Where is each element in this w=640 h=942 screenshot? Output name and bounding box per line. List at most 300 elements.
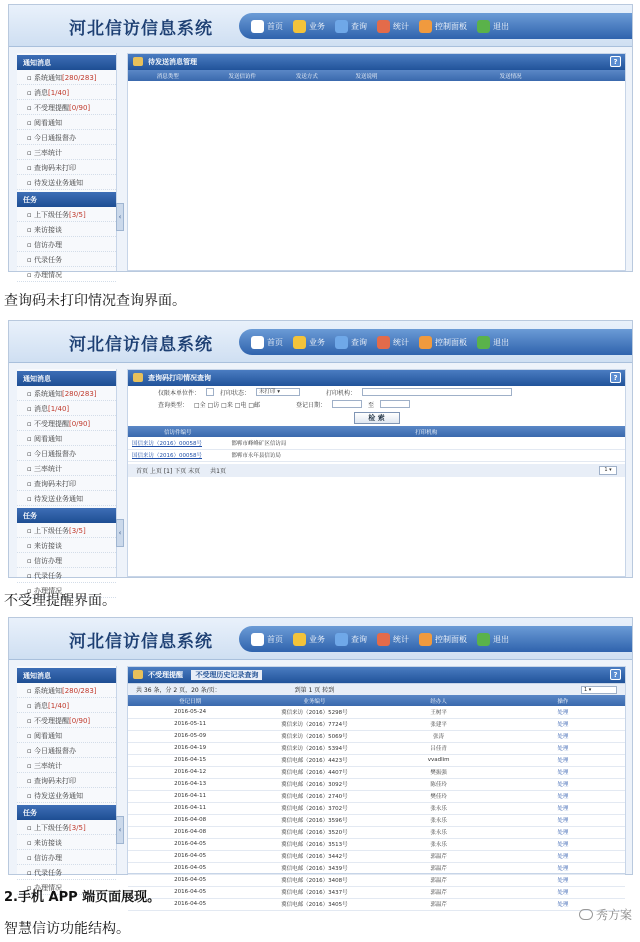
process-link[interactable]: 处理 xyxy=(501,886,625,898)
sidebar xyxy=(17,369,122,595)
bullet-icon: ▫ xyxy=(27,480,34,488)
process-link[interactable]: 处理 xyxy=(501,706,625,718)
panel-header xyxy=(128,667,625,683)
app-title: 河北信访信息系统 xyxy=(69,335,213,355)
nav-icon xyxy=(335,20,348,33)
notice-list xyxy=(17,386,116,506)
date-cell: 2016-04-13 xyxy=(128,778,252,790)
bullet-icon: ▫ xyxy=(27,465,34,473)
collapse-sidebar-icon[interactable]: ‹ xyxy=(116,203,124,231)
nav-label: 首页 xyxy=(267,634,283,644)
business-no-cell: 冀信电邮（2016）3437号 xyxy=(252,886,376,898)
sidebar-item-notice-2[interactable] xyxy=(17,100,116,115)
pager xyxy=(128,464,625,477)
table-row xyxy=(128,874,625,886)
nav-item-0[interactable] xyxy=(251,20,283,33)
table-row xyxy=(128,778,625,790)
nav-label: 查询 xyxy=(351,337,367,347)
print-status-select[interactable]: 未打印 ▾ xyxy=(256,388,300,396)
bullet-icon: ▫ xyxy=(27,420,34,428)
sidebar-item-label: 系统通知 xyxy=(33,687,62,695)
sidebar-item-label: 信访办理 xyxy=(33,557,62,565)
handler-cell: vvadlim xyxy=(377,754,501,766)
table-row xyxy=(128,437,625,449)
sidebar-item-count: [3/5] xyxy=(68,211,86,219)
nav-icon xyxy=(293,336,306,349)
handler-cell: 樊振强 xyxy=(377,766,501,778)
nav-icon xyxy=(377,336,390,349)
help-icon[interactable]: ? xyxy=(610,56,621,67)
nav-label: 统计 xyxy=(393,337,409,347)
nav-item-3[interactable] xyxy=(377,336,409,349)
watermark xyxy=(579,906,632,923)
process-link[interactable]: 处理 xyxy=(501,778,625,790)
reminder-table xyxy=(128,695,625,911)
date-cell: 2016-04-05 xyxy=(128,838,252,850)
main-panel xyxy=(127,666,626,908)
business-no-cell: 冀信电邮（2016）3702号 xyxy=(252,802,376,814)
nav-item-3[interactable] xyxy=(377,633,409,646)
date-cell: 2016-04-05 xyxy=(128,886,252,898)
process-link[interactable]: 处理 xyxy=(501,802,625,814)
business-no-cell: 冀信电邮（2016）3442号 xyxy=(252,850,376,862)
app-title: 河北信访信息系统 xyxy=(69,19,213,39)
nav-label: 首页 xyxy=(267,21,283,31)
date-cell: 2016-04-19 xyxy=(128,742,252,754)
sidebar-item-label: 办理情况 xyxy=(33,271,62,279)
sidebar-item-notice-3[interactable] xyxy=(17,728,116,743)
sidebar-item-notice-0[interactable] xyxy=(17,683,116,698)
top-nav xyxy=(239,626,632,652)
handler-cell: 吕佳青 xyxy=(377,742,501,754)
sidebar-item-label: 今日通报督办 xyxy=(33,450,76,458)
search-button[interactable]: 检 索 xyxy=(354,412,400,424)
sidebar-item-label: 上下级任务 xyxy=(33,527,69,535)
table-row xyxy=(128,449,625,461)
sidebar-item-count: [280/283] xyxy=(61,74,97,82)
bullet-icon: ▫ xyxy=(27,587,34,595)
nav-icon xyxy=(251,633,264,646)
sidebar-item-notice-0[interactable] xyxy=(17,386,116,401)
sidebar-item-notice-5[interactable] xyxy=(17,145,116,160)
tab-history-query[interactable]: 不受理历史记录查询 xyxy=(191,670,262,680)
sidebar-item-notice-4[interactable] xyxy=(17,446,116,461)
bullet-icon: ▫ xyxy=(27,164,34,172)
table-row xyxy=(128,838,625,850)
page-select[interactable]: 1 ▾ xyxy=(599,466,617,475)
sidebar-item-label: 代录任务 xyxy=(33,572,62,580)
table-row xyxy=(128,802,625,814)
bullet-icon: ▫ xyxy=(27,119,34,127)
nav-icon xyxy=(477,336,490,349)
sidebar xyxy=(17,666,122,892)
print-status-value: 未打印 xyxy=(259,389,276,395)
sidebar-item-task-0[interactable] xyxy=(17,207,116,222)
bullet-icon: ▫ xyxy=(27,557,34,565)
panel-icon xyxy=(133,373,143,382)
sidebar-item-label: 系统通知 xyxy=(33,74,62,82)
date-cell: 2016-04-08 xyxy=(128,814,252,826)
sidebar-item-notice-3[interactable] xyxy=(17,115,116,130)
sidebar-item-notice-5[interactable] xyxy=(17,461,116,476)
sidebar-item-label: 今日通报督办 xyxy=(33,747,76,755)
sidebar-item-notice-5[interactable] xyxy=(17,758,116,773)
bullet-icon: ▫ xyxy=(27,777,34,785)
bullet-icon: ▫ xyxy=(27,572,34,580)
nav-label: 首页 xyxy=(267,337,283,347)
sidebar-notice-head: 通知消息 xyxy=(17,55,116,70)
date-to-label: 至 xyxy=(368,401,375,409)
handler-cell: 郭温芹 xyxy=(377,862,501,874)
nav-label: 业务 xyxy=(309,634,325,644)
nav-item-4[interactable] xyxy=(419,633,467,646)
sidebar-item-notice-7[interactable] xyxy=(17,491,116,506)
nav-label: 控制面板 xyxy=(435,337,467,347)
table-row xyxy=(128,754,625,766)
table-row xyxy=(128,790,625,802)
filter-row-2 xyxy=(128,398,625,410)
section-heading: 2.手机 APP 端页面展现。 xyxy=(4,890,161,905)
pager-goto[interactable]: 到第 1 页 转到 xyxy=(294,687,335,694)
sidebar-item-notice-4[interactable] xyxy=(17,743,116,758)
sidebar-item-notice-6[interactable] xyxy=(17,160,116,175)
nav-label: 统计 xyxy=(393,634,409,644)
bullet-icon: ▫ xyxy=(27,256,34,264)
sidebar-item-label: 待发送业务通知 xyxy=(33,179,83,187)
collapse-sidebar-icon[interactable]: ‹ xyxy=(116,816,124,844)
bullet-icon: ▫ xyxy=(27,527,34,535)
business-no-cell: 冀信电邮（2016）3439号 xyxy=(252,862,376,874)
help-icon[interactable]: ? xyxy=(610,669,621,680)
page-select-value: 1 xyxy=(604,466,608,473)
table-row xyxy=(128,730,625,742)
sidebar xyxy=(17,53,122,279)
bullet-icon: ▫ xyxy=(27,854,34,862)
business-no-cell: 冀信来访（2016）5298号 xyxy=(252,706,376,718)
business-no-cell: 冀信电邮（2016）3408号 xyxy=(252,874,376,886)
sidebar-item-label: 查询码未打印 xyxy=(33,777,76,785)
nav-item-2[interactable] xyxy=(335,633,367,646)
sidebar-item-count: [1/40] xyxy=(47,89,70,97)
sidebar-item-task-1[interactable] xyxy=(17,538,116,553)
nav-label: 控制面板 xyxy=(435,634,467,644)
date-cell: 2016-04-05 xyxy=(128,898,252,910)
nav-item-0[interactable] xyxy=(251,633,283,646)
process-link[interactable]: 处理 xyxy=(501,718,625,730)
sidebar-item-notice-7[interactable] xyxy=(17,788,116,803)
sidebar-item-label: 信访办理 xyxy=(33,241,62,249)
handler-cell: 郭温芹 xyxy=(377,886,501,898)
case-id-link[interactable]: 国信来访（2016）00058号 xyxy=(128,437,227,449)
bullet-icon: ▫ xyxy=(27,89,34,97)
table-row xyxy=(128,814,625,826)
col-header: 登记日期 xyxy=(128,695,252,706)
notice-list xyxy=(17,683,116,803)
summary-bar xyxy=(128,683,625,695)
process-link[interactable]: 处理 xyxy=(501,730,625,742)
panel-header xyxy=(128,54,625,70)
bullet-icon: ▫ xyxy=(27,762,34,770)
panel-title: 待发送消息管理 xyxy=(148,58,197,66)
col-header: 信访件编号 xyxy=(128,426,227,437)
process-link[interactable]: 处理 xyxy=(501,862,625,874)
business-no-cell: 冀信电邮（2016）3092号 xyxy=(252,778,376,790)
handler-cell: 张永乐 xyxy=(377,802,501,814)
nav-item-0[interactable] xyxy=(251,336,283,349)
date-to-select[interactable] xyxy=(380,400,410,408)
nav-label: 控制面板 xyxy=(435,21,467,31)
nav-item-1[interactable] xyxy=(293,20,325,33)
col-header: 发送信访件 xyxy=(208,70,278,81)
process-link[interactable]: 处理 xyxy=(501,814,625,826)
app-header xyxy=(9,618,632,660)
bullet-icon: ▫ xyxy=(27,74,34,82)
panel-title: 查询码打印情况查询 xyxy=(148,374,211,382)
nav-icon xyxy=(251,20,264,33)
sidebar-item-label: 来访接谈 xyxy=(33,839,62,847)
date-cell: 2016-05-11 xyxy=(128,718,252,730)
print-org-input[interactable] xyxy=(362,388,512,396)
nav-item-1[interactable] xyxy=(293,633,325,646)
nav-item-5[interactable] xyxy=(477,633,509,646)
business-no-cell: 冀信电邮（2016）3405号 xyxy=(252,898,376,910)
sidebar-item-label: 阅看通知 xyxy=(33,435,62,443)
bullet-icon: ▫ xyxy=(27,405,34,413)
date-cell: 2016-04-15 xyxy=(128,754,252,766)
nav-label: 查询 xyxy=(351,21,367,31)
col-header: 发送说明 xyxy=(337,70,397,81)
date-from-select[interactable] xyxy=(332,400,362,408)
date-cell: 2016-04-11 xyxy=(128,790,252,802)
sidebar-item-task-1[interactable] xyxy=(17,835,116,850)
nav-label: 业务 xyxy=(309,337,325,347)
case-id-link[interactable]: 国信来访（2016）00058号 xyxy=(128,449,227,461)
sidebar-item-task-3[interactable] xyxy=(17,568,116,583)
process-link[interactable]: 处理 xyxy=(501,790,625,802)
sidebar-task-head: 任务 xyxy=(17,508,116,523)
nav-icon xyxy=(377,20,390,33)
sidebar-item-task-0[interactable] xyxy=(17,820,116,835)
nav-item-5[interactable] xyxy=(477,336,509,349)
main-panel xyxy=(127,369,626,577)
nav-icon xyxy=(419,20,432,33)
sidebar-item-label: 不受理提醒 xyxy=(33,104,69,112)
col-header: 打印机构 xyxy=(227,426,625,437)
process-link[interactable]: 处理 xyxy=(501,838,625,850)
bullet-icon: ▫ xyxy=(27,884,34,892)
process-link[interactable]: 处理 xyxy=(501,874,625,886)
bullet-icon: ▫ xyxy=(27,134,34,142)
reg-date-label: 登记日期： xyxy=(296,401,327,409)
pager-links[interactable]: 首页 上页 [1] 下页 末页 xyxy=(136,467,201,475)
nav-icon xyxy=(477,633,490,646)
process-link[interactable]: 处理 xyxy=(501,754,625,766)
wechat-icon xyxy=(579,909,593,920)
bullet-icon: ▫ xyxy=(27,869,34,877)
task-list xyxy=(17,820,116,895)
nav-icon xyxy=(377,633,390,646)
sidebar-item-label: 信访办理 xyxy=(33,854,62,862)
bullet-icon: ▫ xyxy=(27,839,34,847)
bullet-icon: ▫ xyxy=(27,687,34,695)
sidebar-item-notice-0[interactable] xyxy=(17,70,116,85)
collapse-sidebar-icon[interactable]: ‹ xyxy=(116,519,124,547)
col-header: 业务编号 xyxy=(252,695,376,706)
sidebar-item-notice-1[interactable] xyxy=(17,698,116,713)
sidebar-item-task-2[interactable] xyxy=(17,237,116,252)
bullet-icon: ▫ xyxy=(27,717,34,725)
bullet-icon: ▫ xyxy=(27,179,34,187)
app-title: 河北信访信息系统 xyxy=(69,632,213,652)
col-header: 消息类型 xyxy=(128,70,208,81)
sidebar-notice-head: 通知消息 xyxy=(17,371,116,386)
business-no-cell: 冀信来访（2016）7724号 xyxy=(252,718,376,730)
handler-cell: 张永乐 xyxy=(377,826,501,838)
nav-item-3[interactable] xyxy=(377,20,409,33)
panel-title: 不受理提醒 xyxy=(148,671,183,679)
sidebar-item-count: [280/283] xyxy=(61,687,97,695)
nav-item-5[interactable] xyxy=(477,20,509,33)
nav-item-4[interactable] xyxy=(419,20,467,33)
sidebar-item-notice-4[interactable] xyxy=(17,130,116,145)
date-cell: 2016-05-09 xyxy=(128,730,252,742)
table-row xyxy=(128,826,625,838)
nav-label: 退出 xyxy=(493,634,509,644)
task-list xyxy=(17,523,116,598)
handler-cell: 张永乐 xyxy=(377,814,501,826)
nav-item-2[interactable] xyxy=(335,336,367,349)
handler-cell: 张建平 xyxy=(377,718,501,730)
nav-item-4[interactable] xyxy=(419,336,467,349)
own-unit-label: 仅限本单位件： xyxy=(158,389,201,397)
caption-1: 查询码未打印情况查询界面。 xyxy=(4,293,186,309)
query-type-options[interactable]: □全 □访 □来 □电 □邮 xyxy=(194,401,260,409)
bullet-icon: ▫ xyxy=(27,241,34,249)
table-row xyxy=(128,886,625,898)
sidebar-item-label: 代录任务 xyxy=(33,869,62,877)
sidebar-item-label: 不受理提醒 xyxy=(33,717,69,725)
panel-icon xyxy=(133,57,143,66)
table-row xyxy=(128,850,625,862)
nav-icon xyxy=(293,633,306,646)
sidebar-item-notice-6[interactable] xyxy=(17,773,116,788)
sidebar-item-notice-2[interactable] xyxy=(17,416,116,431)
sidebar-notice-head: 通知消息 xyxy=(17,668,116,683)
query-type-label: 查询类型： xyxy=(158,401,189,409)
sidebar-item-notice-2[interactable] xyxy=(17,713,116,728)
sidebar-item-task-3[interactable] xyxy=(17,252,116,267)
business-no-cell: 冀信电邮（2016）3513号 xyxy=(252,838,376,850)
bullet-icon: ▫ xyxy=(27,211,34,219)
process-link[interactable]: 处理 xyxy=(501,742,625,754)
top-nav xyxy=(239,329,632,355)
sidebar-item-notice-1[interactable] xyxy=(17,85,116,100)
date-cell: 2016-04-11 xyxy=(128,802,252,814)
sidebar-item-notice-6[interactable] xyxy=(17,476,116,491)
sidebar-item-label: 办理情况 xyxy=(33,587,62,595)
page-select[interactable]: 1 ▾ xyxy=(581,686,617,694)
sidebar-item-label: 代录任务 xyxy=(33,256,62,264)
col-header: 操作 xyxy=(501,695,625,706)
sidebar-item-label: 消息 xyxy=(33,405,48,413)
sidebar-item-label: 待发送业务通知 xyxy=(33,792,83,800)
date-cell: 2016-04-08 xyxy=(128,826,252,838)
business-no-cell: 冀信来访（2016）5394号 xyxy=(252,742,376,754)
table-row xyxy=(128,862,625,874)
sidebar-item-label: 上下级任务 xyxy=(33,211,69,219)
business-no-cell: 冀信电邮（2016）4407号 xyxy=(252,766,376,778)
sidebar-item-notice-1[interactable] xyxy=(17,401,116,416)
business-no-cell: 冀信电邮（2016）3596号 xyxy=(252,814,376,826)
sidebar-item-task-1[interactable] xyxy=(17,222,116,237)
help-icon[interactable]: ? xyxy=(610,372,621,383)
handler-cell: 郭温芹 xyxy=(377,898,501,910)
sidebar-item-label: 三率统计 xyxy=(33,149,62,157)
message-table xyxy=(128,70,625,81)
col-header: 经办人 xyxy=(377,695,501,706)
sidebar-item-task-3[interactable] xyxy=(17,865,116,880)
main-panel xyxy=(127,53,626,271)
nav-item-1[interactable] xyxy=(293,336,325,349)
sidebar-item-count: [1/40] xyxy=(47,405,70,413)
col-header: 发送方式 xyxy=(277,70,337,81)
date-cell: 2016-04-12 xyxy=(128,766,252,778)
own-unit-checkbox[interactable] xyxy=(206,388,214,396)
handler-cell: 张永乐 xyxy=(377,838,501,850)
nav-item-2[interactable] xyxy=(335,20,367,33)
process-link[interactable]: 处理 xyxy=(501,766,625,778)
sidebar-item-label: 阅看通知 xyxy=(33,732,62,740)
process-link[interactable]: 处理 xyxy=(501,826,625,838)
sidebar-item-notice-3[interactable] xyxy=(17,431,116,446)
print-table xyxy=(128,426,625,462)
handler-cell: 陈佳玲 xyxy=(377,778,501,790)
sidebar-item-count: [280/283] xyxy=(61,390,97,398)
bullet-icon: ▫ xyxy=(27,149,34,157)
sidebar-item-task-4[interactable] xyxy=(17,267,116,282)
sidebar-item-label: 三率统计 xyxy=(33,762,62,770)
sidebar-item-task-2[interactable] xyxy=(17,553,116,568)
handler-cell: 张涛 xyxy=(377,730,501,742)
nav-icon xyxy=(251,336,264,349)
business-no-cell: 冀信电邮（2016）2740号 xyxy=(252,790,376,802)
sidebar-item-task-2[interactable] xyxy=(17,850,116,865)
print-status-label: 打印状态： xyxy=(220,389,251,397)
nav-icon xyxy=(477,20,490,33)
nav-icon xyxy=(419,633,432,646)
panel-icon xyxy=(133,670,143,679)
sidebar-item-label: 消息 xyxy=(33,89,48,97)
sidebar-item-label: 上下级任务 xyxy=(33,824,69,832)
bullet-icon: ▫ xyxy=(27,226,34,234)
sidebar-item-notice-7[interactable] xyxy=(17,175,116,190)
handler-cell: 郭温芹 xyxy=(377,850,501,862)
bullet-icon: ▫ xyxy=(27,732,34,740)
table-row xyxy=(128,706,625,718)
sidebar-item-count: [3/5] xyxy=(68,824,86,832)
screenshot-print-query xyxy=(8,320,633,595)
process-link[interactable]: 处理 xyxy=(501,850,625,862)
handler-cell: 郭温芹 xyxy=(377,874,501,886)
business-no-cell: 冀信电邮（2016）3520号 xyxy=(252,826,376,838)
sidebar-item-task-0[interactable] xyxy=(17,523,116,538)
task-list xyxy=(17,207,116,282)
table-row xyxy=(128,742,625,754)
process-link[interactable]: 处理 xyxy=(501,898,625,910)
bullet-icon: ▫ xyxy=(27,104,34,112)
nav-icon xyxy=(419,336,432,349)
date-cell: 2016-04-05 xyxy=(128,850,252,862)
